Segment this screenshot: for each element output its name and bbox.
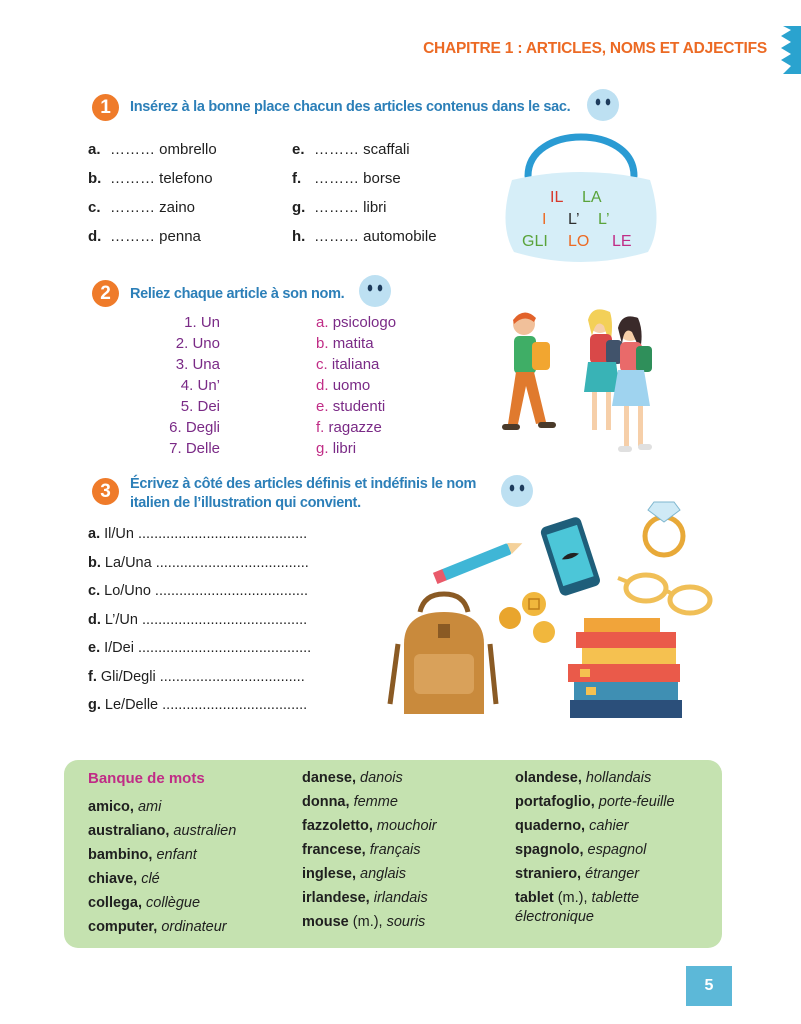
list-item: irlandese, irlandais	[302, 890, 428, 906]
list-item: inglese, anglais	[302, 866, 406, 882]
exercise-2-badge: 2	[92, 280, 119, 307]
list-item: e. I/Dei ...........................................	[88, 640, 312, 656]
bag-article-la: LA	[582, 189, 602, 206]
list-item: spagnolo, espagnol	[515, 842, 647, 858]
list-item: mouse (m.), souris	[302, 914, 426, 930]
backpack-icon	[390, 594, 496, 714]
list-item: francese, français	[302, 842, 421, 858]
word-bank-col-3	[515, 766, 675, 926]
list-item: 7. Delle	[169, 440, 220, 457]
page-number: 5	[686, 966, 732, 1006]
list-item: e. ……… scaffali	[292, 141, 410, 158]
list-item: a. ……… ombrello	[88, 141, 217, 158]
bag-article-i: I	[542, 211, 547, 228]
list-item: g. libri	[316, 440, 357, 457]
list-item: 2. Uno	[175, 335, 220, 352]
list-item: f. ……… borse	[292, 170, 401, 187]
exercise-3-list	[88, 526, 311, 726]
exercise-1-badge: 1	[92, 94, 119, 121]
ring-icon	[645, 502, 683, 555]
list-item: portafoglio, porte-feuille	[515, 794, 675, 810]
list-item: d. ……… penna	[88, 228, 201, 245]
exercise-1-instruction: Insérez à la bonne place chacun des articles contenus dans le sac.	[130, 99, 571, 115]
list-item: f. Gli/Degli ....................................	[88, 668, 305, 685]
list-item: a. psicologo	[316, 314, 397, 331]
list-item: donna, femme	[302, 794, 398, 810]
chapter-title: CHAPITRE 1 : ARTICLES, NOMS ET ADJECTIFS	[423, 40, 767, 57]
students-walking-illustration	[496, 306, 682, 456]
list-item: computer, ordinateur	[88, 919, 227, 935]
list-item: c. Lo/Uno ......................................	[88, 583, 308, 599]
list-item: d. L’/Un .........................................	[88, 611, 308, 628]
school-objects-illustration	[384, 494, 720, 726]
list-item: 6. Degli	[169, 419, 220, 436]
list-item: 4. Un’	[180, 377, 220, 394]
list-item: f. ragazze	[316, 419, 382, 436]
smiley-face-icon	[358, 274, 392, 308]
word-bank-col-2	[302, 766, 437, 934]
list-item: 5. Dei	[180, 398, 220, 415]
list-item: danese, danois	[302, 770, 403, 786]
pencil-icon	[433, 538, 525, 584]
bag-article-gli: GLI	[522, 233, 548, 250]
list-item: amico, ami	[88, 799, 162, 815]
list-item: c. italiana	[316, 356, 380, 373]
list-item: fazzoletto, mouchoir	[302, 818, 437, 834]
list-item-continuation: électronique	[515, 909, 594, 925]
chapter-flag-icon	[779, 26, 801, 74]
glasses-icon	[618, 575, 710, 613]
list-item: 3. Una	[175, 356, 220, 373]
list-item: h. ……… automobile	[292, 228, 437, 245]
bag-article-le: LE	[612, 233, 632, 250]
list-item: quaderno, cahier	[515, 818, 629, 834]
exercise-2-instruction: Reliez chaque article à son nom.	[130, 286, 345, 302]
list-item: bambino, enfant	[88, 847, 197, 863]
list-item: g. Le/Delle ....................................	[88, 697, 308, 713]
list-item: b. La/Una ......................................	[88, 554, 309, 571]
exercise-3-badge: 3	[92, 478, 119, 505]
bag-article-l-apostrophe: L’	[568, 211, 580, 228]
word-bank-col-1	[88, 770, 236, 939]
list-item: straniero, étranger	[515, 866, 640, 882]
smiley-face-icon	[586, 88, 620, 122]
list-item: b. matita	[316, 335, 374, 352]
smartphone-icon	[539, 516, 601, 597]
word-bank-title: Banque de mots	[88, 770, 205, 787]
article-bag-illustration	[498, 124, 664, 270]
list-item: d. uomo	[316, 377, 371, 394]
list-item: collega, collègue	[88, 895, 201, 911]
bag-article-lo: LO	[568, 233, 590, 250]
list-item: g. ……… libri	[292, 199, 387, 216]
list-item: olandese, hollandais	[515, 770, 652, 786]
list-item: australiano, australien	[88, 823, 237, 839]
article-column	[150, 314, 220, 461]
list-item: c. ……… zaino	[88, 199, 196, 216]
noun-column	[316, 314, 396, 461]
bag-article-il: IL	[550, 189, 564, 206]
list-item: e. studenti	[316, 398, 386, 415]
list-item: a. Il/Un ..........................................	[88, 526, 308, 542]
exercise-3-instruction-line-2: italien de l’illustration qui convient.	[130, 495, 361, 511]
exercise-3-instruction-line-1: Écrivez à côté des articles définis et indéfinis le nom	[130, 476, 477, 492]
exercise-1-left-list	[88, 141, 217, 257]
exercise-1-right-list	[292, 141, 437, 257]
list-item: b. ……… telefono	[88, 170, 213, 187]
coins-icon	[499, 592, 555, 643]
list-item: chiave, clé	[88, 871, 160, 887]
books-stack-icon	[568, 618, 682, 718]
list-item: 1. Un	[184, 314, 220, 331]
list-item: tablet (m.), tablette	[515, 890, 640, 906]
bag-article-l-apostrophe-2: L’	[598, 211, 610, 228]
